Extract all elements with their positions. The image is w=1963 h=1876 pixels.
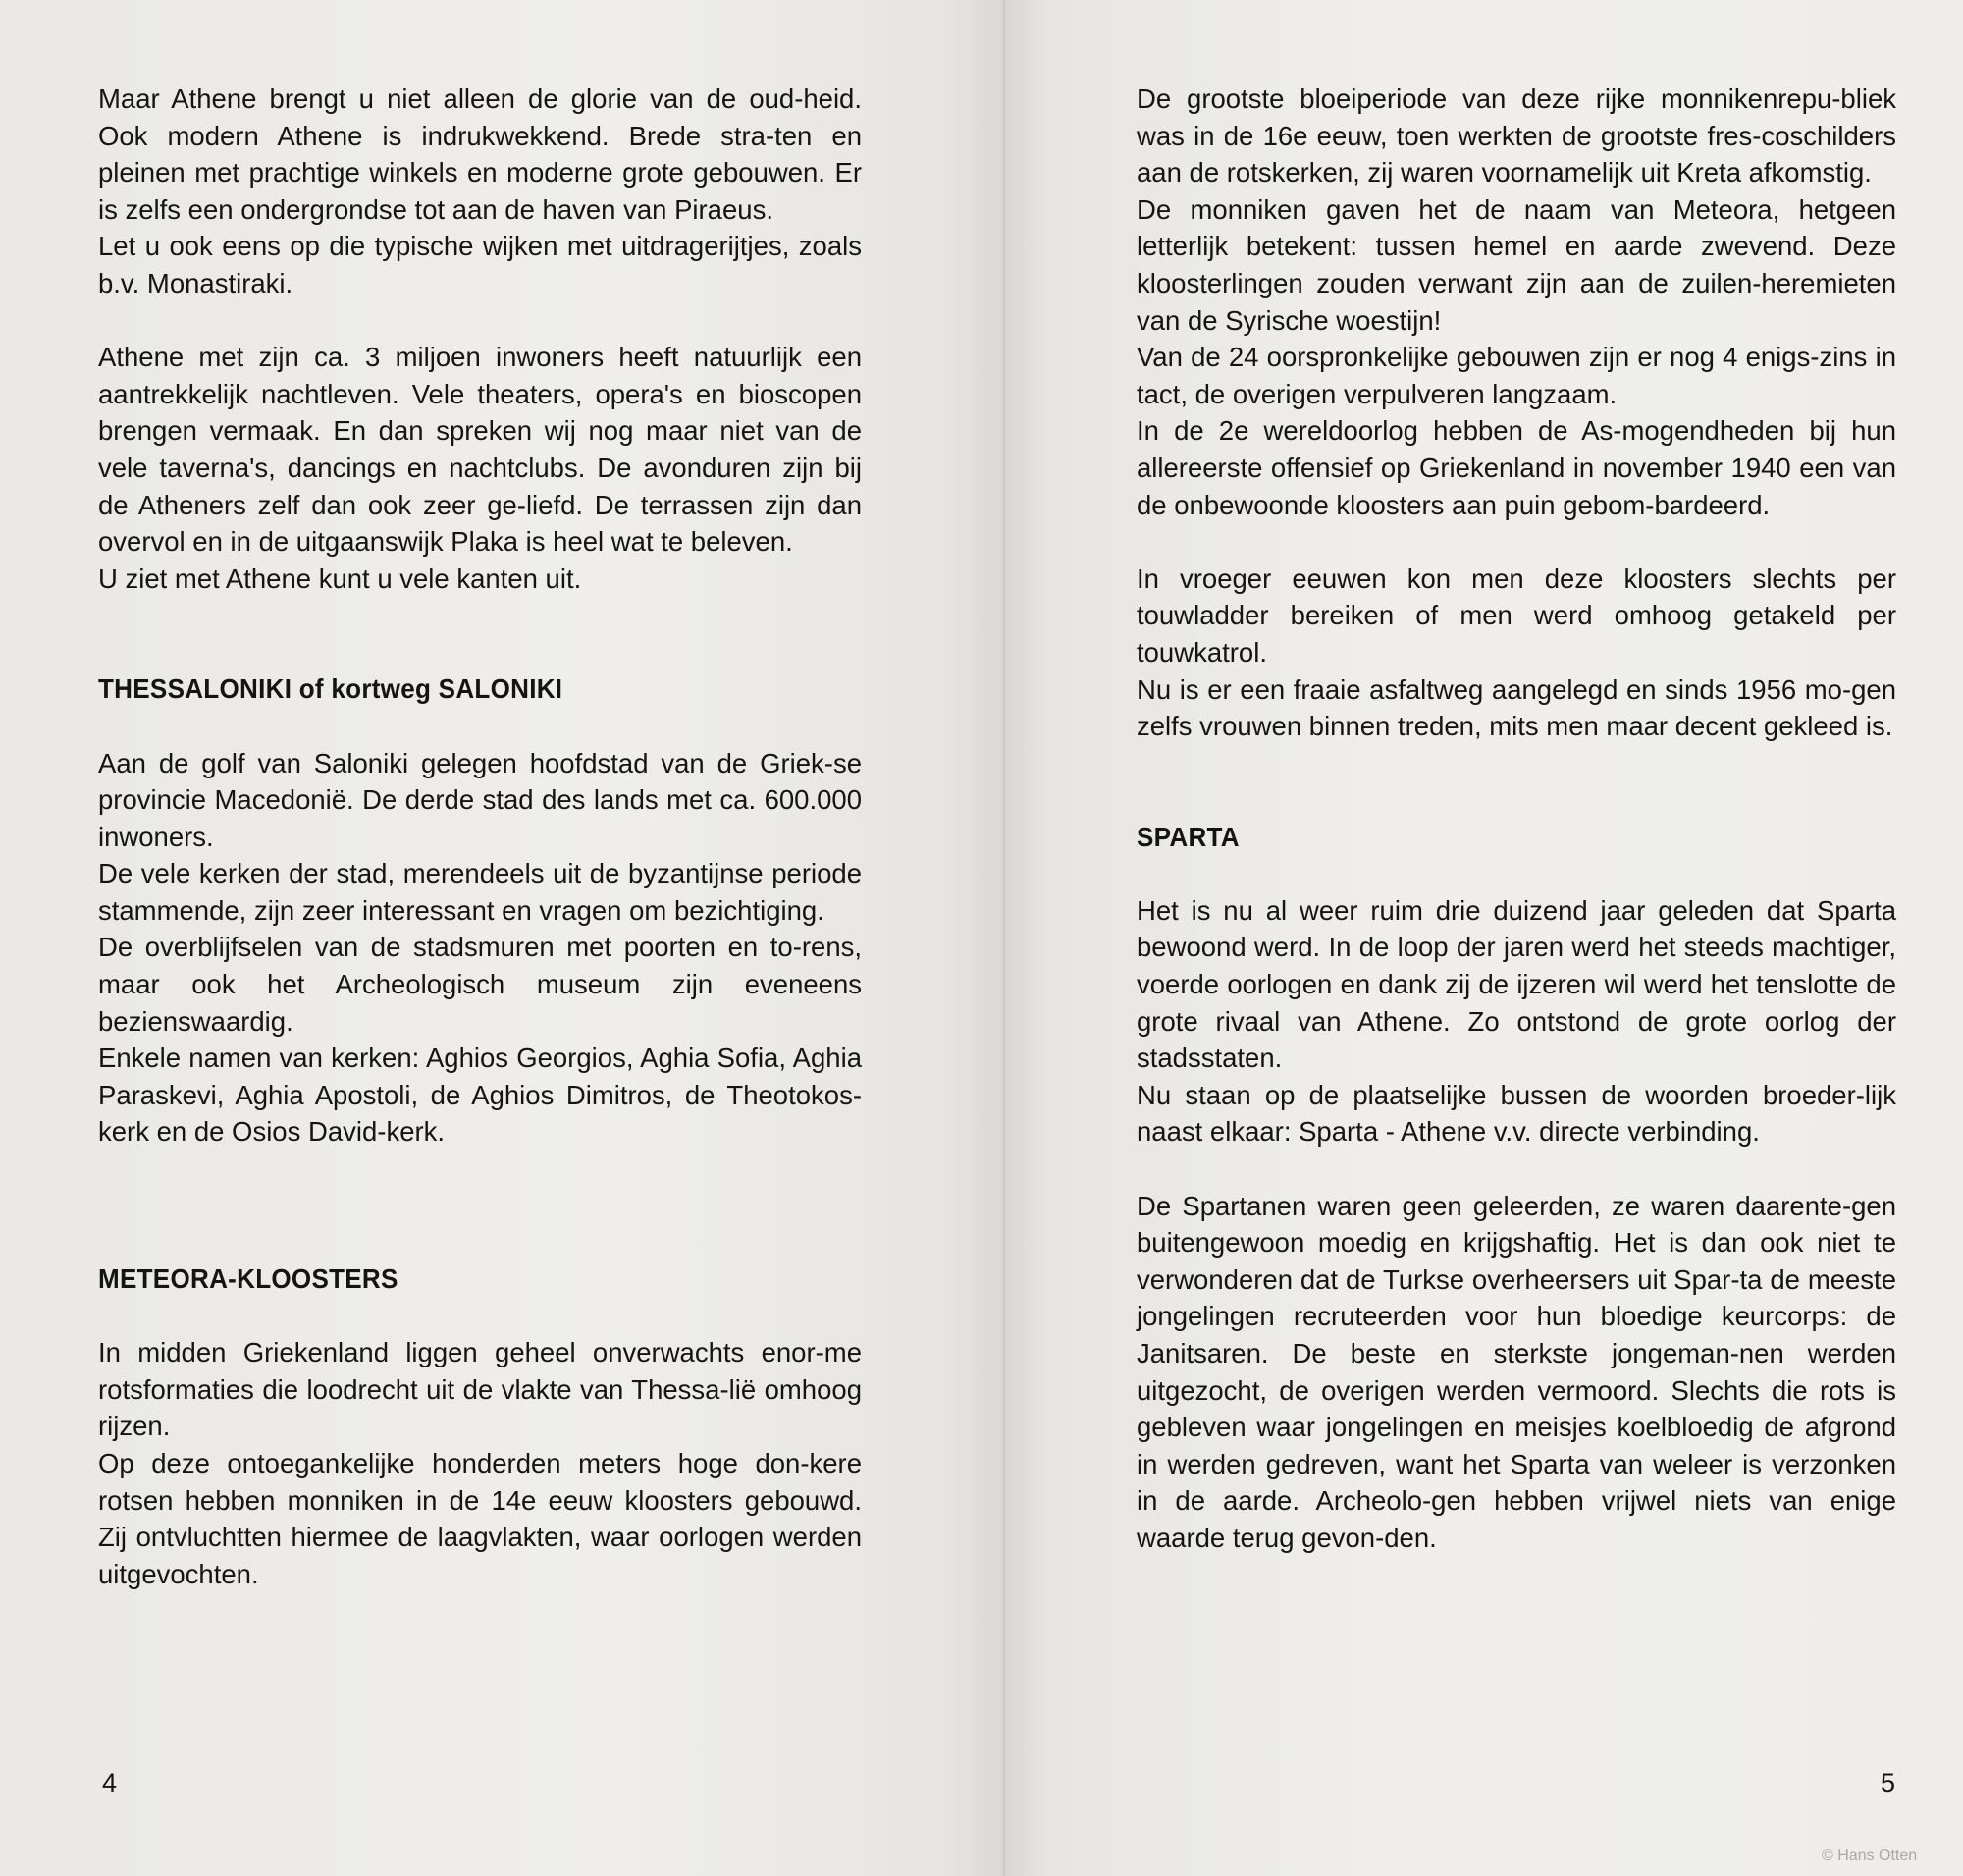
left-column <box>98 80 862 1592</box>
meteora-paragraph-1: In midden Griekenland liggen geheel onverwachts enor-me rotsformaties die loodrecht uit de vlakte van Thessa-lië omhoog rijzen. <box>98 1337 862 1442</box>
page-number-right: 5 <box>1881 1768 1896 1797</box>
page-number-left: 4 <box>102 1768 118 1797</box>
sparta-paragraph-2: Nu staan op de plaatselijke bussen de woorden broeder-lijk naast elkaar: Sparta - Athene v.v. directe verbinding. <box>1137 1079 1896 1148</box>
section-thessaloniki <box>98 670 862 1151</box>
heading-sparta: SPARTA <box>1137 821 1240 852</box>
right-page <box>1005 0 1963 1876</box>
athene-paragraph-4: U ziet met Athene kunt u vele kanten uit. <box>98 563 582 594</box>
thessaloniki-paragraph-4: Enkele namen van kerken: Aghios Georgios, Aghia Sofia, Aghia Paraskevi, Aghia Apostoli, de Aghios Dimitros, de Theotokos-kerk en de Osios David-kerk. <box>98 1043 862 1148</box>
meteora-paragraph-8: Nu is er een fraaie asfaltweg aangelegd en sinds 1956 mo-gen zelfs vrouwen binnen treden, mits men maar decent gekleed is. <box>1137 673 1896 742</box>
section-sparta <box>1137 819 1896 1557</box>
heading-thessaloniki: THESSALONIKI of kortweg SALONIKI <box>98 673 563 705</box>
athene-paragraph-1: Maar Athene brengt u niet alleen de glorie van de oud-heid. Ook modern Athene is indrukwekkend. Brede stra-ten en pleinen met prachtige winkels en moderne grote gebouwen. Er is zelfs een ondergrondse tot aan de haven van Piraeus. <box>98 83 862 225</box>
section-meteora <box>98 1260 862 1592</box>
meteora-paragraph-3: De grootste bloeiperiode van deze rijke monnikenrepu-bliek was in de 16e eeuw, toen werkten de grootste fres-coschilders aan de rotskerken, zij waren voornamelijk uit Kreta afkomstig. <box>1137 83 1896 188</box>
copyright-notice: © Hans Otten <box>1822 1848 1918 1864</box>
meteora-paragraph-4: De monniken gaven het de naam van Meteora, hetgeen letterlijk betekent: tussen hemel en aarde zwevend. Deze kloosterlingen zouden verwant zijn aan de zuilen-heremieten van de Syrische woestijn! <box>1137 193 1896 336</box>
meteora-paragraph-2: Op deze ontoegankelijke honderden meters hoge don-kere rotsen hebben monniken in de 14e eeuw kloosters gebouwd. Zij ontvluchtten hiermee de laagvlakten, waar oorlogen werden uitgevochten. <box>98 1448 862 1589</box>
right-column <box>1137 80 1896 1557</box>
meteora-paragraph-7: In vroeger eeuwen kon men deze kloosters slechts per touwladder bereiken of men werd omhoog getakeld per touwkatrol. <box>1137 563 1896 668</box>
sparta-paragraph-1: Het is nu al weer ruim drie duizend jaar geleden dat Sparta bewoond werd. In de loop der jaren werd het steeds machtiger, voerde oorlogen en dank zij de ijzeren wil werd het tenslotte de grote rivaal van Athene. Zo ontstond de grote oorlog der stadsstaten. <box>1137 894 1896 1074</box>
thessaloniki-paragraph-2: De vele kerken der stad, merendeels uit de byzantijnse periode stammende, zijn zeer interessant en vragen om bezichtiging. <box>98 858 862 926</box>
athene-paragraph-2: Let u ook eens op die typische wijken met uitdragerijtjes, zoals b.v. Monastiraki. <box>98 231 862 298</box>
heading-meteora: METEORA-KLOOSTERS <box>98 1263 398 1295</box>
thessaloniki-paragraph-3: De overblijfselen van de stadsmuren met poorten en to-rens, maar ook het Archeologisch museum zijn eveneens bezienswaardig. <box>98 932 862 1037</box>
meteora-paragraph-6: In de 2e wereldoorlog hebben de As-mogendheden bij hun allereerste offensief op Griekenland in november 1940 een van de onbewoonde kloosters aan puin gebom-bardeerd. <box>1137 415 1896 520</box>
thessaloniki-paragraph-1: Aan de golf van Saloniki gelegen hoofdstad van de Griek-se provincie Macedonië. De derde stad des lands met ca. 600.000 inwoners. <box>98 747 862 852</box>
meteora-paragraph-5: Van de 24 oorspronkelijke gebouwen zijn er nog 4 enigs-zins in tact, de overigen verpulveren langzaam. <box>1137 342 1896 409</box>
sparta-paragraph-3: De Spartanen waren geen geleerden, ze waren daarente-gen buitengewoon moedig en krijgshaftig. Het is dan ook niet te verwonderen dat de Turkse overheersers uit Spar-ta de meeste jongelingen recruteerden voor hun bloedige keurcorps: de Janitsaren. De beste en sterkste jongeman-nen werden uitgezocht, de overigen werden vermoord. Slechts die rots is gebleven waar jongelingen en meisjes koelbloedig de afgrond in werden gedreven, want het Sparta van weleer is verzonken in de aarde. Archeolo-gen hebben vrijwel niets van enige waarde terug gevon-den. <box>1137 1190 1896 1553</box>
athene-paragraph-3: Athene met zijn ca. 3 miljoen inwoners heeft natuurlijk een aantrekkelijk nachtleven. Vele theaters, opera's en bioscopen brengen vermaak. En dan spreken wij nog maar niet van de vele taverna's, dancings en nachtclubs. De avonduren zijn bij de Atheners zelf dan ook zeer ge-liefd. De terrassen zijn dan overvol en in de uitgaanswijk Plaka is heel wat te beleven. <box>98 342 862 558</box>
